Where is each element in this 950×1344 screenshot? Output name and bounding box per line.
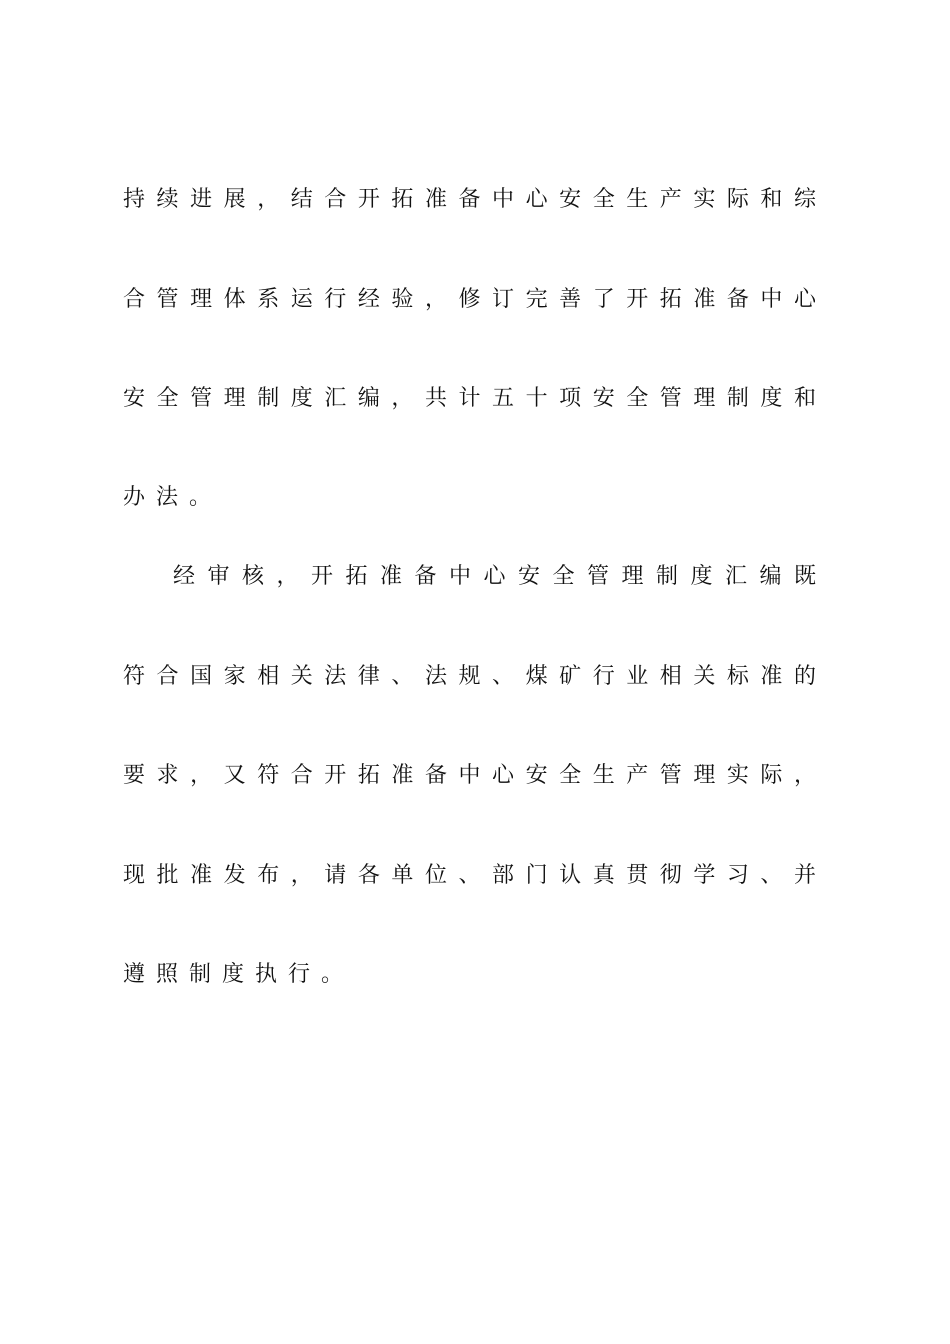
text-line: 安全管理制度汇编，共计五十项安全管理制度和 xyxy=(123,386,816,411)
text-line: 遵照制度执行。 xyxy=(123,962,355,987)
text-line: 持续进展，结合开拓准备中心安全生产实际和综 xyxy=(123,187,816,212)
text-line: 办法。 xyxy=(123,485,223,510)
text-line: 现批准发布，请各单位、部门认真贯彻学习、并 xyxy=(123,863,816,888)
text-line: 符合国家相关法律、法规、煤矿行业相关标准的 xyxy=(123,664,816,689)
text-line: 要求，又符合开拓准备中心安全生产管理实际， xyxy=(123,763,816,788)
text-line: 合管理体系运行经验，修订完善了开拓准备中心 xyxy=(123,287,816,312)
text-line: 经审核，开拓准备中心安全管理制度汇编既 xyxy=(173,564,816,589)
